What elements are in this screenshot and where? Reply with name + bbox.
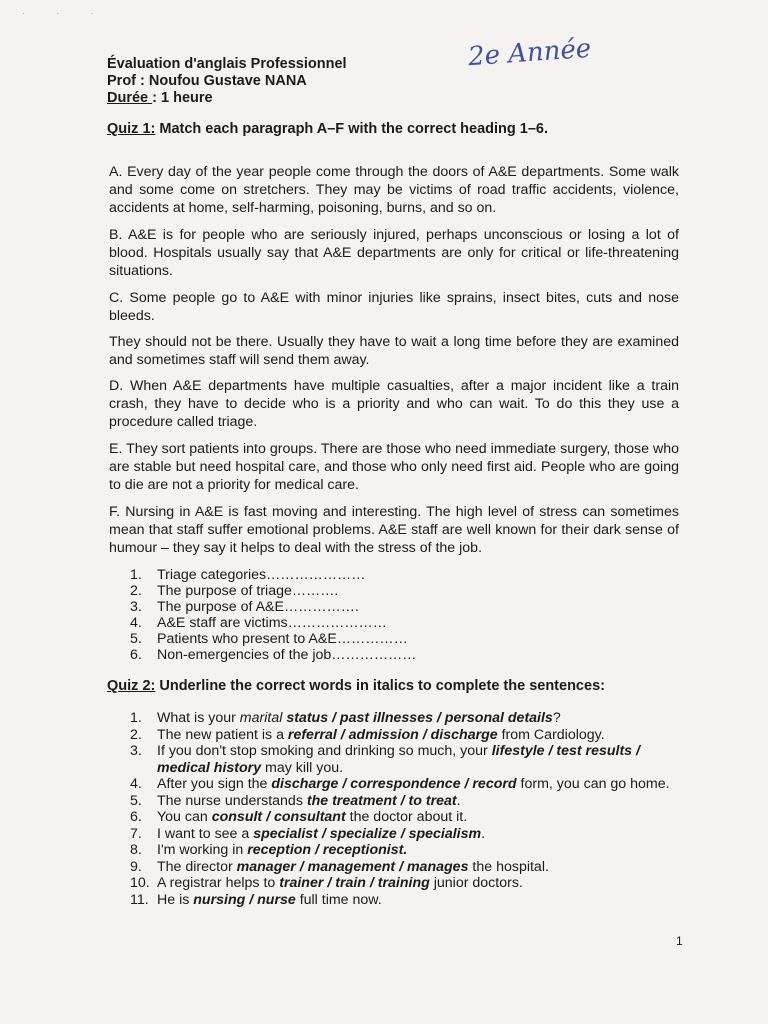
paragraph-b: B. A&E is for people who are seriously injured, perhaps unconscious or losing a lot of blood. Hospitals usually say that A&E departments are only for critical or life-threatening situations.	[109, 227, 679, 279]
sentence-fragment: You can	[157, 809, 212, 825]
sentence-text	[157, 776, 690, 793]
exam-title: Évaluation d'anglais Professionnel	[107, 56, 347, 72]
quiz1-instruction: Match each paragraph A–F with the correct heading 1–6.	[155, 121, 549, 137]
sentence-number: 6.	[130, 809, 142, 825]
sentence-text	[157, 875, 690, 892]
word-choice: specialist / specialize / specialism	[253, 825, 482, 842]
sentence-fragment: He is	[157, 891, 194, 908]
quiz2-instruction: Underline the correct words in italics to complete the sentences:	[155, 678, 605, 694]
sentence-text	[157, 826, 690, 843]
paragraph-e: E. They sort patients into groups. There are those who need immediate surgery, those who are stable but need hospital care, and those who only need first aid. People who are going to die are not a priority for medical care.	[109, 441, 679, 493]
sentence-fragment: ?	[552, 710, 561, 726]
sentence-text	[157, 892, 690, 909]
list-item: 5. Patients who present to A&E……………	[130, 631, 408, 647]
sentence-fragment: the hospital.	[468, 858, 549, 875]
sentence-fragment: .	[456, 792, 461, 809]
sentence-fragment: A registrar helps to	[157, 875, 280, 891]
sentence-number: 4.	[130, 776, 142, 792]
sentence-item	[130, 809, 690, 826]
sentence-fragment: The nurse understands	[157, 792, 307, 809]
sentence-text	[157, 842, 690, 859]
paragraph-c: C. Some people go to A&E with minor injuries like sprains, insect bites, cuts and nose bleeds.	[109, 290, 679, 324]
list-item: 3. The purpose of A&E…………….	[130, 599, 359, 615]
duration-label: Durée	[107, 90, 153, 106]
sentence-fragment: I'm working in	[157, 842, 248, 858]
sentence-item	[130, 826, 690, 843]
sentence-fragment: may kill you.	[261, 759, 344, 776]
word-choice: consult / consultant	[211, 809, 346, 825]
sentence-fragment: After you sign the	[157, 776, 272, 792]
word-choice: nursing / nurse	[193, 891, 296, 908]
word-choice: trainer / train / training	[279, 875, 430, 891]
paragraph-c-cont: They should not be there. Usually they have to wait a long time before they are examined and sometimes staff will send them away.	[109, 334, 679, 368]
sentence-item	[130, 776, 690, 793]
sentence-fragment: marital	[239, 710, 287, 726]
sentence-number: 9.	[130, 858, 142, 875]
word-choice: the treatment / to treat	[306, 792, 457, 809]
sentence-number: 3.	[130, 743, 142, 759]
word-choice: referral / admission / discharge	[287, 726, 498, 743]
sentence-fragment: full time now.	[295, 891, 382, 908]
teacher-name: Prof : Noufou Gustave NANA	[107, 73, 307, 89]
paragraph-d: D. When A&E departments have multiple casualties, after a major incident like a train crash, they have to decide who is a priority and who can wait. To do this they use a procedure called triage.	[109, 378, 679, 430]
paragraph-a: A. Every day of the year people come through the doors of A&E departments. Some walk and some come on stretchers. They may be victims of road traffic accidents, violence, accidents at home, self-harming, poisoning, burns, and so on.	[109, 164, 679, 216]
sentence-number: 1.	[130, 710, 142, 726]
sentence-text	[157, 859, 690, 876]
sentence-fragment: What is your	[157, 710, 240, 726]
word-choice: reception / receptionist.	[247, 842, 408, 858]
sentence-fragment: The director	[157, 858, 237, 875]
list-item: 2. The purpose of triage……….	[130, 583, 339, 599]
sentence-text	[157, 793, 690, 810]
sentence-fragment: If you don't stop smoking and drinking so much, your	[157, 743, 492, 759]
sentence-item	[130, 892, 690, 909]
sentence-item	[130, 842, 690, 859]
sentence-number: 5.	[130, 792, 142, 809]
sentence-text	[157, 743, 690, 776]
sentence-fragment: I want to see a	[157, 825, 254, 842]
sentence-number: 8.	[130, 842, 142, 858]
sentence-number: 10.	[130, 875, 150, 891]
scan-marks: · · ·	[22, 8, 108, 19]
sentence-number: 2.	[130, 726, 142, 743]
sentence-item	[130, 727, 690, 744]
sentence-item	[130, 875, 690, 892]
sentence-number: 11.	[130, 891, 149, 908]
quiz2-label: Quiz 2:	[107, 678, 156, 694]
sentence-item	[130, 793, 690, 810]
duration-value: : 1 heure	[152, 90, 213, 106]
list-item: 4. A&E staff are victims…………………	[130, 615, 387, 631]
word-choice: discharge / correspondence / record	[271, 776, 517, 792]
sentence-number: 7.	[130, 825, 142, 842]
paragraph-f: F. Nursing in A&E is fast moving and interesting. The high level of stress can sometimes mean that staff suffer emotional problems. A&E staff are well known for their dark sense of humour – they say it helps to deal with the stress of the job.	[109, 504, 679, 556]
list-item: 6. Non-emergencies of the job………………	[130, 647, 417, 663]
exam-header	[107, 56, 347, 107]
sentence-fragment: from Cardiology.	[497, 726, 605, 743]
sentence-item	[130, 859, 690, 876]
sentence-fragment: The new patient is a	[157, 726, 288, 743]
sentences-list	[130, 710, 690, 908]
list-item: 1. Triage categories…………………	[130, 567, 366, 583]
quiz1-title	[107, 121, 548, 137]
quiz1-label: Quiz 1:	[107, 121, 156, 137]
sentence-item	[130, 743, 690, 776]
sentence-text	[157, 710, 690, 727]
sentence-fragment: form, you can go home.	[516, 776, 670, 792]
headings-list	[130, 567, 416, 663]
sentence-text	[157, 809, 690, 826]
word-choice: status / past illnesses / personal details	[286, 710, 553, 726]
sentence-text	[157, 727, 690, 744]
sentence-fragment: the doctor about it.	[345, 809, 468, 825]
sentence-item	[130, 710, 690, 727]
sentence-fragment: .	[481, 825, 486, 842]
word-choice: lifestyle / test results / medical history	[157, 743, 640, 776]
page-number: 1	[676, 934, 683, 948]
word-choice: manager / management / manages	[236, 858, 469, 875]
quiz2-title	[107, 678, 605, 694]
sentence-fragment: junior doctors.	[429, 875, 523, 891]
handwritten-year-note: 2e Année	[467, 33, 593, 73]
duration	[107, 90, 347, 107]
